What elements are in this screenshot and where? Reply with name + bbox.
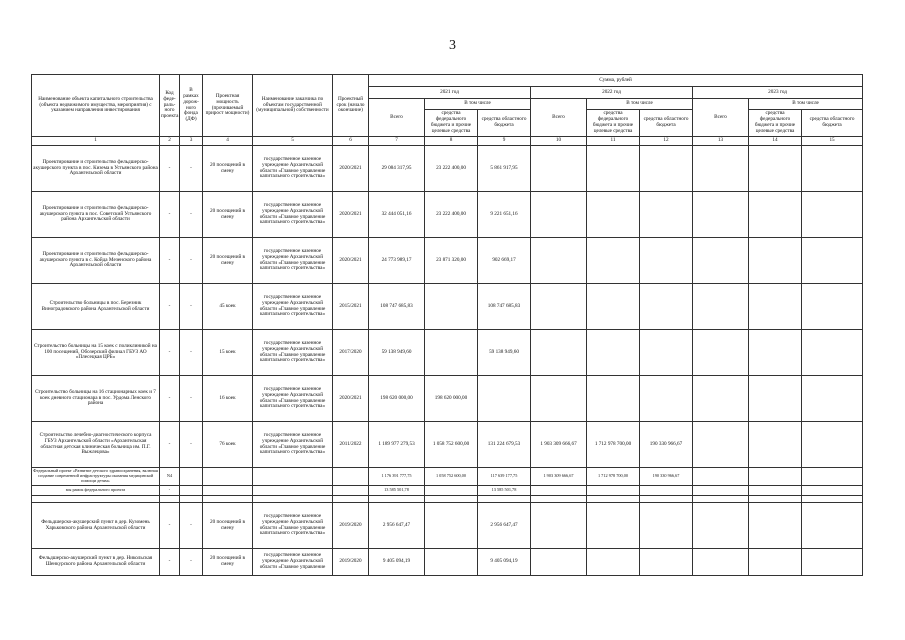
header-year-2023: 2023 год [693,87,863,99]
project-code: - [160,192,180,238]
object-name: Фельдшерско-акушерский пункт в дер. Кузомень Харьковского района Архангельской области [32,503,160,549]
reg-2022: 190 330 966,67 [640,422,693,468]
reg-2023 [802,146,863,192]
fed-row-fed-2021: 1 058 752 600,00 [425,468,478,486]
fed-2021 [425,503,478,549]
total-2021: 108 747 685,83 [369,284,425,330]
header-code: Код феде-раль-ного проекта [160,75,180,137]
outside-project-row [32,486,863,496]
capacity: 76 коек [203,422,253,468]
customer: государственное казенное учреждение Архангельской области «Главное управление капитального строительства» [253,376,333,422]
column-number: 11 [587,137,640,146]
project-code: - [160,422,180,468]
federal-project-code: N4 [160,468,180,486]
reg-2023 [802,330,863,376]
page-number: 3 [449,38,456,53]
fed-2021: 23 871 320,00 [425,238,478,284]
header-incl-2023: В том числе [749,99,863,110]
column-number: 4 [203,137,253,146]
fed-2021 [425,330,478,376]
header-road-fund: В рамках дорож-ного фонда (ДФ) [180,75,203,137]
fed-2023 [749,330,802,376]
fed-2022: 1 712 978 700,00 [587,422,640,468]
fed-2021: 198 620 000,00 [425,376,478,422]
total-2022 [531,192,587,238]
total-2023 [693,330,749,376]
column-number: 8 [425,137,478,146]
capacity: 20 посещений в смену [203,192,253,238]
customer: государственное казенное учреждение Архангельской области «Главное управление капитального строительства» [253,284,333,330]
fed-2022 [587,376,640,422]
header-reg-2021: средства областного бюджета [478,110,531,137]
total-2023 [693,238,749,284]
header-sum: Сумма, рублей [369,75,863,87]
fed-2022 [587,238,640,284]
capacity: 45 коек [203,284,253,330]
term: 2017/2020 [333,330,369,376]
outside-row-total-2021: 13 585 501,78 [369,486,425,496]
object-name: Строительство больницы на 16 стационарных коек и 7 коек дневного стационара в пос. Урдома Ленского района [32,376,160,422]
fed-2021: 23 222 400,00 [425,192,478,238]
column-number: 5 [253,137,333,146]
fed-2021 [425,549,478,576]
total-2023 [693,146,749,192]
column-number: 15 [802,137,863,146]
total-2021: 32 444 051,16 [369,192,425,238]
fed-2023 [749,422,802,468]
capacity: 15 коек [203,330,253,376]
reg-2023 [802,192,863,238]
term: 2015/2021 [333,284,369,330]
header-incl-2022: В том числе [587,99,693,110]
fed-2023 [749,192,802,238]
total-2022 [531,376,587,422]
header-total-2023: Всего [693,99,749,137]
total-2022 [531,284,587,330]
header-incl-2021: В том числе [425,99,531,110]
object-name: Фельдшерско-акушерский пункт в дер. Никольская Шенкурского района Архангельской области [32,549,160,576]
reg-2021: 131 224 679,53 [478,422,531,468]
project-code: - [160,238,180,284]
capacity: 20 посещений в смену [203,238,253,284]
fed-2022 [587,284,640,330]
column-number: 10 [531,137,587,146]
road-fund: - [180,238,203,284]
reg-2021: 5 861 917,95 [478,146,531,192]
road-fund: - [180,549,203,576]
object-name: Строительство лечебно-диагностического корпуса ГБУЗ Архангельской области «Архангельская областная детская клиническая больница им. П.Г. Выжлецова» [32,422,160,468]
reg-2023 [802,284,863,330]
project-code: - [160,376,180,422]
capacity: 16 коек [203,376,253,422]
outside-project-name: мы рамок федерального проекта [32,486,160,496]
total-2022: 1 903 309 666,67 [531,422,587,468]
table-row [32,422,863,468]
project-code: - [160,330,180,376]
investment-table [31,74,863,576]
reg-2022 [640,330,693,376]
reg-2023 [802,422,863,468]
fed-2021: 23 222 400,00 [425,146,478,192]
header-year-2022: 2022 год [531,87,693,99]
fed-2022 [587,192,640,238]
customer: государственное казенное учреждение Архангельской области «Главное управление капитального строительства» [253,330,333,376]
column-number: 9 [478,137,531,146]
header-term: Проектный срок (начало окончание) [333,75,369,137]
project-code: - [160,284,180,330]
term: 2019/2020 [333,503,369,549]
customer: государственное казенное учреждение Архангельской области «Главное управление капитального строительства» [253,146,333,192]
capacity: 20 посещений в смену [203,503,253,549]
reg-2021: 902 669,17 [478,238,531,284]
table-row [32,549,863,576]
table-row [32,503,863,549]
fed-row-reg-2021: 117 639 177,75 [478,468,531,486]
reg-2021: 9 405 094,19 [478,549,531,576]
reg-2023 [802,238,863,284]
column-number: 12 [640,137,693,146]
road-fund: - [180,146,203,192]
reg-2022 [640,238,693,284]
column-number: 14 [749,137,802,146]
table-row [32,330,863,376]
reg-2023 [802,376,863,422]
total-2021: 2 956 647,47 [369,503,425,549]
road-fund: - [180,192,203,238]
header-year-2021: 2021 год [369,87,531,99]
header-reg-2023: средства областного бюджета [802,110,863,137]
term: 2020/2021 [333,192,369,238]
header-capacity: Проектная мощность (прочиваемый прирост мощности) [203,75,253,137]
table-row [32,376,863,422]
reg-2021 [478,376,531,422]
fed-row-total-2022: 1 903 309 666,67 [531,468,587,486]
fed-2023 [749,284,802,330]
header-fed-2022: средства федерального бюджета и прочие целевые средства [587,110,640,137]
reg-2022 [640,284,693,330]
capacity: 20 посещений в смену [203,549,253,576]
road-fund: - [180,422,203,468]
term: 2020/2021 [333,238,369,284]
reg-2022 [640,192,693,238]
object-name: Проектирование и строительство фельдшерско-акушерского пункта в пос. Кизема в Устьянского района Архангельской области [32,146,160,192]
object-name: Проектирование и строительство фельдшерско-акушерского пункта в пос. Советский Устьянского района Архангельской области [32,192,160,238]
fed-2021 [425,284,478,330]
term: 2020/2021 [333,146,369,192]
road-fund: - [180,376,203,422]
reg-2022 [640,146,693,192]
project-code: - [160,146,180,192]
header-name: Наименование объекта капитального строительства (объекта недвижимого имущества, мероприятия) с указанием направления инвестирования [32,75,160,137]
header-reg-2022: средства областного бюджета [640,110,693,137]
column-number: 6 [333,137,369,146]
total-2022 [531,238,587,284]
term: 2011/2022 [333,422,369,468]
fed-2022 [587,146,640,192]
reg-2021: 2 956 647,47 [478,503,531,549]
project-code: - [160,503,180,549]
header-total-2021: Всего [369,99,425,137]
spacer-row [32,496,863,503]
total-2023 [693,192,749,238]
customer: государственное казенное учреждение Архангельской области «Главное управление капитального строительства» [253,192,333,238]
table-row [32,284,863,330]
total-2021: 9 405 094,19 [369,549,425,576]
customer: государственное казенное учреждение Архангельской области «Главное управление капитального строительства» [253,503,333,549]
reg-2021: 9 221 651,16 [478,192,531,238]
header-fed-2021: средства федерального бюджета и прочие целевые средства [425,110,478,137]
fed-2021: 1 058 752 600,00 [425,422,478,468]
reg-2021: 108 747 685,83 [478,284,531,330]
total-2021: 59 138 949,60 [369,330,425,376]
total-2023 [693,284,749,330]
column-number: 7 [369,137,425,146]
column-number-row [32,137,863,146]
federal-project-row [32,468,863,486]
customer: государственное казенное учреждение Архангельской области «Главное управление капитального строительства» [253,422,333,468]
fed-2023 [749,376,802,422]
total-2021: 29 084 317,95 [369,146,425,192]
fed-row-reg-2022: 190 330 966,67 [640,468,693,486]
total-2023 [693,376,749,422]
object-name: Проектирование и строительство фельдшерско-акушерского пункта в с. Койда Мезенского района Архангельской области [32,238,160,284]
road-fund: - [180,330,203,376]
fed-2023 [749,238,802,284]
customer: государственное казенное учреждение Архангельской области «Главное управление капитального строительства» [253,238,333,284]
outside-row-reg-2021: 13 585 501,78 [478,486,531,496]
total-2021: 1 189 977 279,53 [369,422,425,468]
total-2023 [693,422,749,468]
fed-row-total-2021: 1 176 391 777,75 [369,468,425,486]
outside-project-code: - [160,486,180,496]
road-fund: - [180,284,203,330]
total-2022 [531,330,587,376]
total-2022 [531,146,587,192]
federal-project-name: Федеральный проект «Развитие детского здравоохранения, включая создание современной инфраструктуры оказания медицинской помощи детям» [32,468,160,486]
project-code: - [160,549,180,576]
fed-2022 [587,330,640,376]
fed-2023 [749,146,802,192]
total-2021: 24 773 989,17 [369,238,425,284]
column-number: 2 [160,137,180,146]
table-row [32,192,863,238]
column-number: 13 [693,137,749,146]
table-row [32,146,863,192]
customer: государственное казенное учреждение Архангельской области «Главное управление [253,549,333,576]
table-row [32,238,863,284]
term: 2019/2020 [333,549,369,576]
object-name: Строительство больницы на 15 коек с поликлиникой на 100 посещений, Обозерский филиал ГБУЗ АО «Плесецкая ЦРБ» [32,330,160,376]
column-number: 3 [180,137,203,146]
fed-row-fed-2022: 1 712 978 700,00 [587,468,640,486]
header-fed-2023: средства федерального бюджета и прочие целевые средства [749,110,802,137]
term: 2020/2021 [333,376,369,422]
total-2021: 198 620 000,00 [369,376,425,422]
capacity: 20 посещений в смену [203,146,253,192]
header-customer: Наименование заказчика по объектам государственной (муниципальной) собственности [253,75,333,137]
header-total-2022: Всего [531,99,587,137]
column-number: 1 [32,137,160,146]
object-name: Строительство больницы в пос. Березник Виноградовского района Архангельской области [32,284,160,330]
road-fund: - [180,503,203,549]
reg-2021: 59 138 949,60 [478,330,531,376]
reg-2022 [640,376,693,422]
